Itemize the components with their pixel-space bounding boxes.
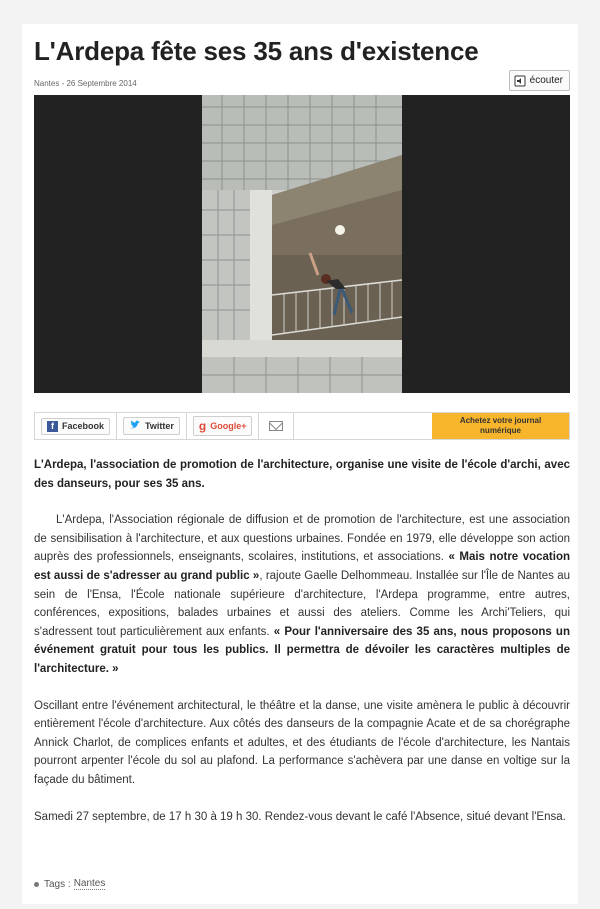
listen-label: écouter bbox=[529, 75, 563, 86]
buy-digital-button[interactable]: Achetez votre journal numérique bbox=[432, 413, 569, 439]
article-title: L'Ardepa fête ses 35 ans d'existence bbox=[34, 36, 479, 66]
google-plus-icon: g bbox=[198, 419, 207, 433]
quote-2: « Pour l'anniversaire des 35 ans, nous proposons un événement gratuit pour tous les publics. Il permettra de dévoiler les caractères multiples de l'architecture. » bbox=[34, 625, 570, 675]
share-google[interactable] bbox=[187, 413, 260, 439]
envelope-icon bbox=[269, 421, 283, 431]
tags-label: Tags : bbox=[44, 878, 71, 890]
listen-button[interactable] bbox=[509, 70, 570, 91]
paragraph-2: Oscillant entre l'événement architectural, le théâtre et la danse, une visite amènera le public à découvrir entièrement l'école d'architecture. Aux côtés des danseurs de la compagnie Acate et de sa chorégraphe Annick Charlot, de complices enfants et adultes, et des étudiants de l'école d'architecture, les Nantais pourront arpenter l'école du sol au plafond. La performance s'achèvera par une danse en voltige sur la façade du bâtiment. bbox=[34, 699, 570, 786]
article-photo bbox=[34, 95, 570, 393]
share-email[interactable] bbox=[259, 413, 294, 439]
facebook-label: Facebook bbox=[62, 421, 105, 431]
article-body bbox=[34, 456, 570, 844]
bullet-icon bbox=[34, 882, 39, 887]
paragraph-3: Samedi 27 septembre, de 17 h 30 à 19 h 30. Rendez-vous devant le café l'Absence, situé devant l'Ensa. bbox=[34, 810, 566, 823]
quote-1: « Mais notre vocation est aussi de s'adresser au grand public » bbox=[34, 551, 570, 582]
twitter-label: Twitter bbox=[145, 421, 174, 431]
share-twitter[interactable] bbox=[117, 413, 187, 439]
twitter-icon bbox=[129, 420, 141, 432]
tag-link[interactable]: Nantes bbox=[73, 878, 106, 889]
speaker-icon bbox=[514, 75, 526, 87]
google-label: Google+ bbox=[210, 421, 247, 431]
article-card bbox=[22, 24, 578, 904]
facebook-icon: f bbox=[47, 421, 58, 432]
article-dateline: Nantes - 26 Septembre 2014 bbox=[34, 79, 137, 88]
tags-row bbox=[34, 878, 105, 890]
share-facebook[interactable] bbox=[35, 413, 117, 439]
article-lead: L'Ardepa, l'association de promotion de l'architecture, organise une visite de l'école d'archi, avec des danseurs, pour ses 35 ans. bbox=[34, 459, 570, 490]
share-bar bbox=[34, 412, 570, 440]
paragraph-1: L'Ardepa, l'Association régionale de diffusion et de promotion de l'architecture, est une association de sensibilisation à l'architecture, et aux questions urbaines. Fondée en 1979, elle développe son action auprès des professionnels, enseignants, scolaires, institutions, et associations. « Mais notre vocation est aussi de s'adresser au grand public », rajoute Gaelle Delhommeau. Installée sur l'Île de Nantes au sein de l'Ensa, l'École nationale supérieure d'architecture, l'Ardepa programme, entre autres, conférences, expositions, balades urbaines et aussi des ateliers. Comme les Archi'Teliers, qui s'adressent tout particulièrement aux enfants. « Pour l'anniversaire des 35 ans, nous proposons un événement gratuit pour tous les publics. Il permettra de dévoiler les caractères multiples de l'architecture. » bbox=[34, 514, 570, 675]
